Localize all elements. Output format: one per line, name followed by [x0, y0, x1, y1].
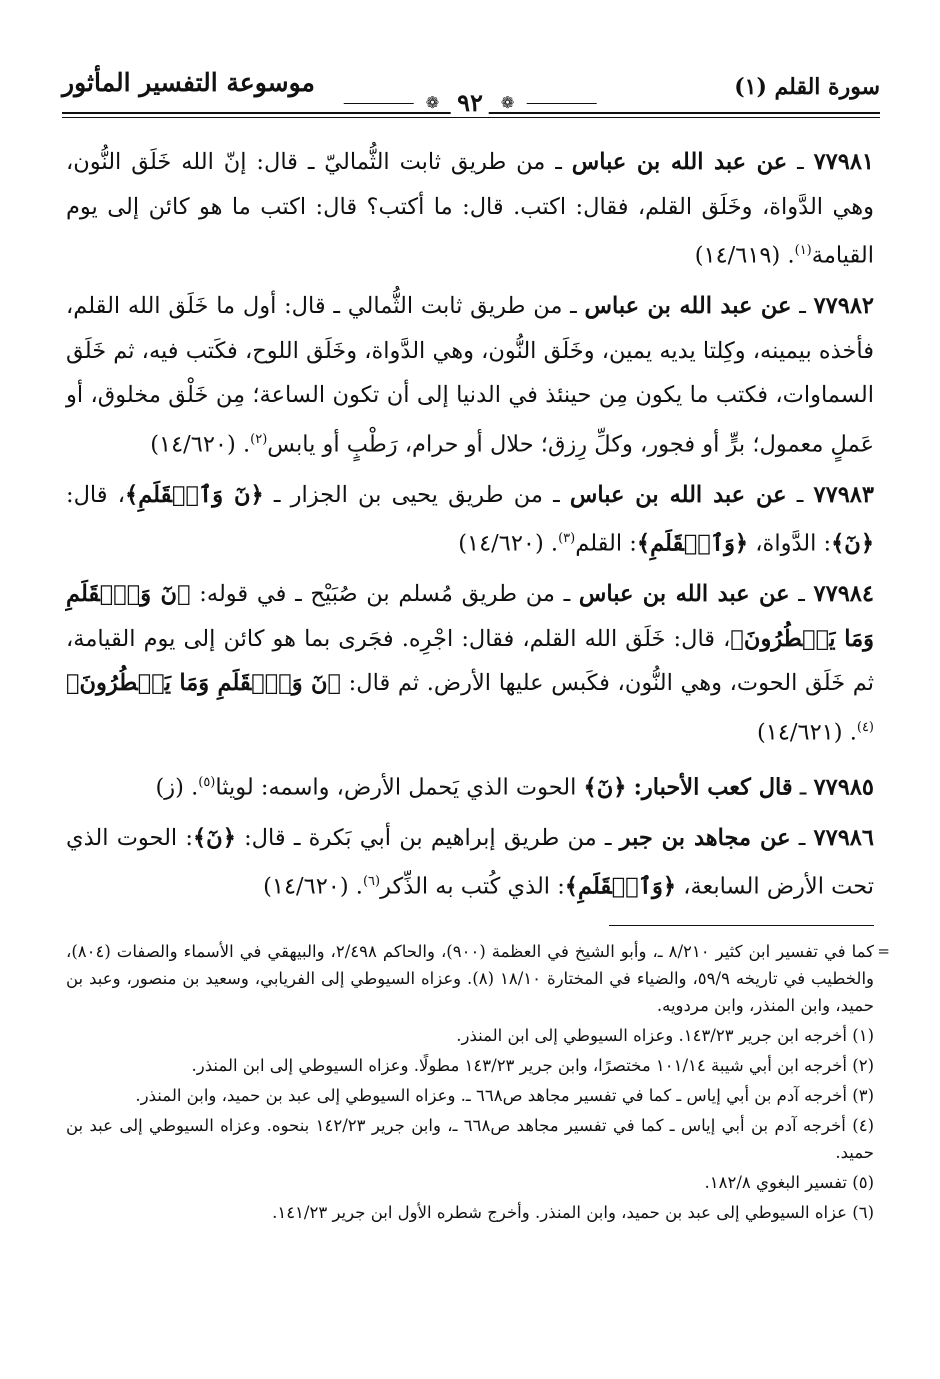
quran-quote: ﴿وَٱلۡقَلَمِ﴾: [564, 873, 677, 900]
entry-text: : الحوت الذي تحت الأرض السابعة،: [66, 824, 874, 900]
footnote-mark[interactable]: (٣): [558, 531, 576, 546]
footnote-mark[interactable]: (١): [794, 243, 812, 258]
quran-quote: ﴿وَٱلۡقَلَمِ﴾: [636, 530, 749, 557]
entry-number: ٧٧٩٨٦: [813, 824, 874, 851]
header-rule-thin: [62, 117, 880, 118]
footnote-1: (١) أخرجه ابن جرير ١٤٣/٢٣. وعزاه السيوطي إلى ابن المنذر.: [456, 1026, 874, 1045]
quran-quote: ﴿نٓ﴾: [583, 774, 627, 800]
entry-77985: ٧٧٩٨٥ ـ قال كعب الأحبار: ﴿نٓ﴾ الحوت الذي يَحمل الأرض، واسمه: لويثا$^{(٥)}$. (ز): [155, 774, 874, 800]
entry-reference: (١٤/٦٢١): [756, 719, 843, 745]
entry-77981: ٧٧٩٨١ ـ عن عبد الله بن عباس ـ من طريق ثابت الثُّماليّ ـ قال: إنّ الله خَلَق النُّون، وهي الدَّواة، وخَلَق القلم، فقال: اكتب. قال: ما أكتب؟ قال: اكتب ما هو كائن إلى يوم القيامة$^{(١)}$. (١٤/٦١٩): [66, 149, 874, 269]
entry-text: ـ من طريق مُسلم بن صُبَيْح ـ في قوله:: [199, 581, 571, 607]
entry-text: الحوت الذي يَحمل الأرض، واسمه: لويثا: [215, 774, 577, 800]
entry-narrator: عن عبد الله بن عباس: [569, 481, 787, 508]
surah-title: سورة القلم (١): [734, 74, 880, 100]
footnote-6: (٦) عزاه السيوطي إلى عبد بن حميد، وابن المنذر. وأخرج شطره الأول ابن جرير ١٤١/٢٣.: [272, 1203, 874, 1222]
footnote-2: (٢) أخرجه ابن أبي شيبة ١٠١/١٤ مختصرًا، وابن جرير ١٤٣/٢٣ مطولًا. وعزاه السيوطي إلى ابن المنذر.: [191, 1056, 874, 1075]
ornament-icon: ❁: [425, 93, 440, 112]
entry-reference: (١٤/٦١٩): [694, 242, 781, 269]
ornament-line-right: [526, 103, 596, 104]
quran-quote: ﴿نٓ﴾: [831, 530, 874, 557]
entry-text: : الذي كُتب به الذِّكر: [380, 873, 565, 900]
ornament-line-left: [344, 103, 414, 104]
entry-number: ٧٧٩٨٤: [813, 581, 874, 607]
entry-narrator: عن عبد الله بن عباس: [578, 581, 790, 607]
entry-narrator: عن عبد الله بن عباس: [571, 149, 788, 175]
entry-reference: (١٤/٦٢٠): [458, 530, 544, 557]
entry-77986: ٧٧٩٨٦ ـ عن مجاهد بن جبر ـ من طريق إبراهيم بن أبي بَكرة ـ قال: ﴿نٓ﴾: الحوت الذي تحت الأرض السابعة، ﴿وَٱلۡقَلَمِ﴾: الذي كُتب به الذِّكر$^{(٦)}$. (١٤/٦٢٠): [66, 824, 874, 900]
page-number-block: [344, 88, 597, 117]
footnote-5: (٥) تفسير البغوي ١٨٢/٨.: [704, 1173, 874, 1192]
entry-narrator: عن مجاهد بن جبر: [619, 824, 791, 851]
entry-text: ـ من طريق ثابت الثُّمالي ـ قال: أول ما خَلَق الله القلم، فأخذه بيمينه، وكِلتا يديه يمين، وخَلَق النُّون، وهي الدَّواة، وخَلَق اللوح، فكَتب فيه، ثم خَلَق السماوات، فكتب ما يكون مِن حينئذ في الدنيا إلى أن تكون الساعة؛ مِن خَلْق مخلوق، أو عَملٍ معمول؛ برٍّ أو فجور، وكلِّ رِزق؛ حلال أو حرام، رَطْبٍ أو يابس: [66, 293, 874, 457]
footnote-continuation: = كما في تفسير ابن كثير ٨/٢١٠ ـ، وأبو الشيخ في العظمة (٩٠٠)، والحاكم ٢/٤٩٨، والبيهقي في الأسماء والصفات (٨٠٤)، والخطيب في تاريخه ٥٩/٩، والضياء في المختارة ١٨/١٠ (٨). وعزاه السيوطي إلى الفريابي، وسعيد بن منصور، وعبد بن حميد، وابن المنذر، وابن مردويه.: [66, 938, 874, 1019]
entry-77982: ٧٧٩٨٢ ـ عن عبد الله بن عباس ـ من طريق ثابت الثُّمالي ـ قال: أول ما خَلَق الله القلم، فأخذه بيمينه، وكِلتا يديه يمين، وخَلَق النُّون، وهي الدَّواة، وخَلَق اللوح، فكَتب فيه، ثم خَلَق السماوات، فكتب ما يكون مِن حينئذ في الدنيا إلى أن تكون الساعة؛ مِن خَلْق مخلوق، أو عَملٍ معمول؛ برٍّ أو فجور، وكلِّ رِزق؛ حلال أو حرام، رَطْبٍ أو يابس$^{(٢)}$. (١٤/٦٢٠): [66, 293, 874, 457]
quran-quote: ﴿نٓ وَٱلۡقَلَمِ﴾: [125, 481, 264, 508]
entry-reference: (١٤/٦٢٠): [150, 431, 236, 457]
entry-text: ـ من طريق ثابت الثُّماليّ ـ قال: إنّ الله خَلَق النُّون، وهي الدَّواة، وخَلَق القلم، فقال: اكتب. قال: ما أكتب؟ قال: اكتب ما هو كائن إلى يوم القيامة: [66, 149, 874, 269]
quran-quote: ﴿نٓ﴾: [192, 824, 236, 851]
entry-text: ، قال:: [66, 481, 126, 508]
entry-text: : الدَّواة،: [755, 530, 832, 557]
book-title: موسوعة التفسير المأثور: [62, 68, 315, 97]
entry-text: ـ من طريق يحيى بن الجزار ـ: [273, 481, 560, 508]
quran-quote: ﴿نٓ وَٱلۡقَلَمِ وَمَا يَسۡطُرُونَ﴾: [66, 581, 874, 652]
footnotes: [66, 938, 874, 1229]
entry-number: ٧٧٩٨٣: [813, 481, 874, 508]
entry-number: ٧٧٩٨٢: [813, 293, 874, 319]
footnote-separator: [609, 925, 874, 926]
entry-narrator: قال كعب الأحبار:: [633, 774, 793, 800]
footnote-mark[interactable]: (٦): [362, 874, 381, 889]
entry-reference: (ز): [155, 774, 184, 800]
entry-number: ٧٧٩٨١: [813, 149, 874, 175]
page-number: ٩٢: [451, 88, 489, 117]
footnote-mark[interactable]: (٢): [250, 431, 268, 447]
entry-number: ٧٧٩٨٥: [813, 774, 874, 800]
quran-quote: ﴿نٓ وَٱلۡقَلَمِ وَمَا يَسۡطُرُونَ﴾: [66, 670, 342, 696]
entry-77984: ٧٧٩٨٤ ـ عن عبد الله بن عباس ـ من طريق مُسلم بن صُبَيْح ـ في قوله: ﴿نٓ وَٱلۡقَلَمِ وَمَا يَسۡطُرُونَ﴾، قال: خَلَق الله القلم، فقال: اجْرِه. فجَرى بما هو كائن إلى يوم القيامة، ثم خَلَق الحوت، وهي النُّون، فكَبس عليها الأرض. ثم قال: ﴿نٓ وَٱلۡقَلَمِ وَمَا يَسۡطُرُونَ﴾$^{(٤)}$. (١٤/٦٢١): [66, 581, 875, 745]
footnote-4: (٤) أخرجه آدم بن أبي إياس ـ كما في تفسير مجاهد ص٦٦٨ ـ، وابن جرير ١٤٢/٢٣ بنحوه. وعزاه السيوطي إلى عبد بن حميد.: [66, 1116, 874, 1162]
main-text: [66, 140, 874, 915]
entry-narrator: عن عبد الله بن عباس: [584, 293, 792, 319]
ornament-icon: ❁: [500, 93, 515, 112]
footnote-mark[interactable]: (٤): [856, 719, 874, 735]
entry-77983: ٧٧٩٨٣ ـ عن عبد الله بن عباس ـ من طريق يحيى بن الجزار ـ ﴿نٓ وَٱلۡقَلَمِ﴾، قال: ﴿نٓ﴾: الدَّواة، ﴿وَٱلۡقَلَمِ﴾: القلم$^{(٣)}$. (١٤/٦٢٠): [66, 481, 874, 557]
entry-text: : القلم: [575, 530, 637, 557]
entry-reference: (١٤/٦٢٠): [263, 873, 349, 900]
footnote-mark[interactable]: (٥): [198, 774, 216, 790]
entry-text: ، قال: خَلَق الله القلم، فقال: اجْرِه. فجَرى بما هو كائن إلى يوم القيامة، ثم خَلَق الحوت، وهي النُّون، فكَبس عليها الأرض. ثم قال:: [66, 625, 875, 696]
entry-text: ـ من طريق إبراهيم بن أبي بَكرة ـ قال:: [244, 824, 612, 851]
footnote-3: (٣) أخرجه آدم بن أبي إياس ـ كما في تفسير مجاهد ص٦٦٨ ـ. وعزاه السيوطي إلى عبد بن حميد، وابن المنذر.: [135, 1086, 874, 1105]
